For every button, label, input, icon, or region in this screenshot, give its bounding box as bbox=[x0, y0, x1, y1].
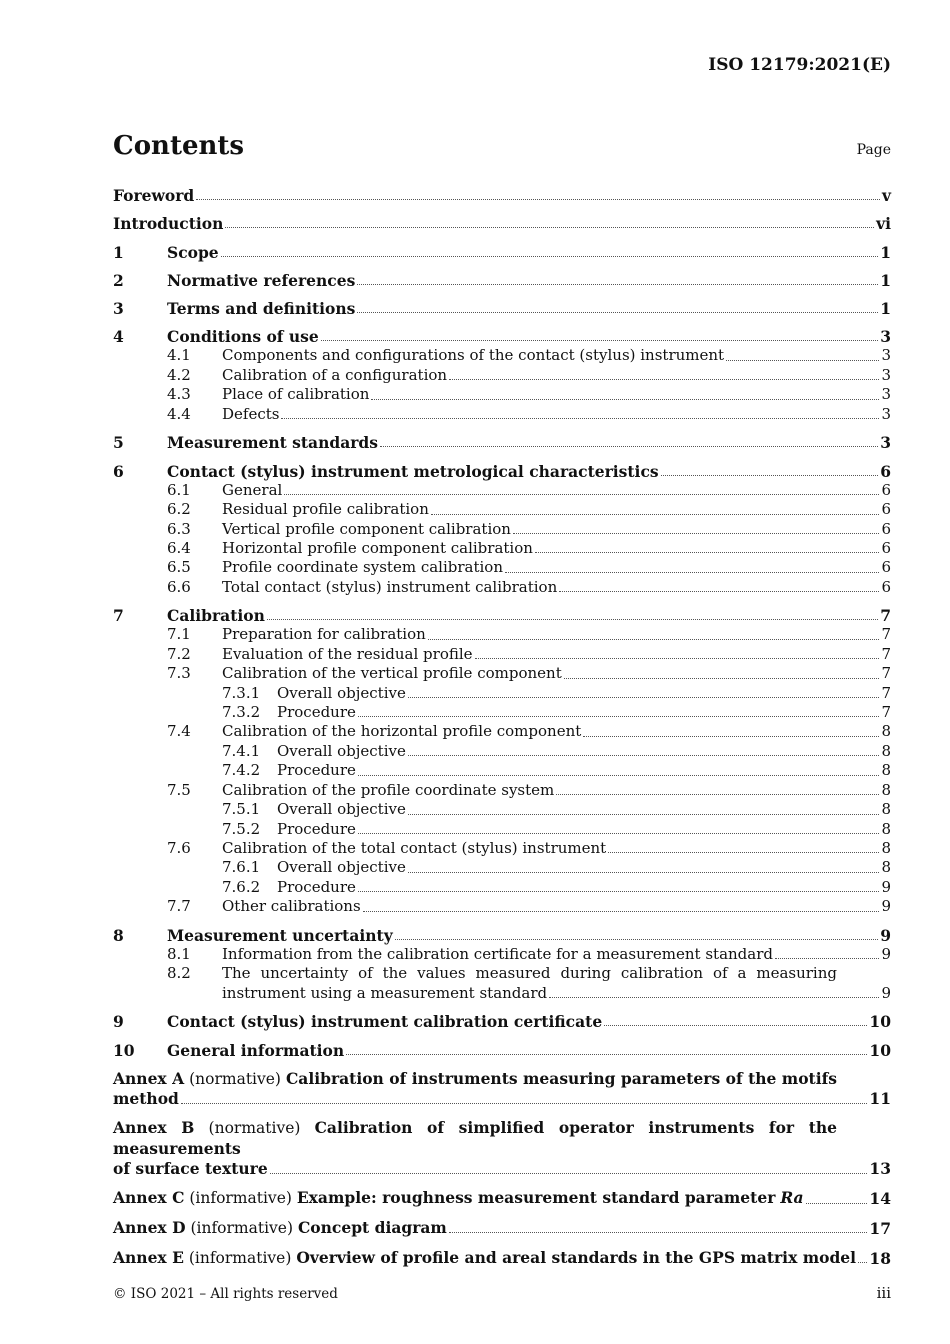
toc-entry-title: Terms and definitions bbox=[167, 299, 356, 319]
toc-entry-page: v bbox=[881, 186, 891, 205]
toc-entry-title: Vertical profile component calibration bbox=[222, 519, 511, 538]
toc-entry-number: 7.6.1 bbox=[222, 858, 261, 877]
toc-entry-number: 4.4 bbox=[167, 404, 191, 423]
toc-entry[interactable] bbox=[113, 558, 891, 577]
toc-entry-page: 6 bbox=[881, 480, 891, 499]
leader-dots bbox=[475, 658, 880, 659]
toc-entry[interactable] bbox=[113, 820, 891, 839]
annex-title-cont: method bbox=[113, 1089, 179, 1109]
annex-kind: (informative) bbox=[190, 1218, 294, 1237]
toc-entry[interactable] bbox=[113, 945, 891, 964]
toc-entry-page: 8 bbox=[881, 780, 891, 799]
toc-entry-title: Procedure bbox=[277, 703, 356, 722]
toc-entry-number: 1 bbox=[113, 242, 124, 262]
toc-entry-number: 7.4.2 bbox=[222, 761, 261, 780]
annex-page: 14 bbox=[869, 1189, 891, 1209]
toc-entry-number: 9 bbox=[113, 1012, 124, 1032]
toc-entry-number: 6.5 bbox=[167, 558, 191, 577]
toc-entry-page: 3 bbox=[880, 433, 891, 453]
toc-entry-number: 7.3 bbox=[167, 664, 191, 683]
toc-entry-title: Preparation for calibration bbox=[222, 625, 426, 644]
toc-entry[interactable] bbox=[113, 664, 891, 683]
toc-entry-number: 7 bbox=[113, 606, 124, 626]
toc-entry-page: 10 bbox=[869, 1040, 891, 1060]
leader-dots bbox=[357, 312, 878, 313]
leader-dots bbox=[358, 716, 880, 717]
toc-entry-title: Normative references bbox=[167, 270, 356, 290]
leader-dots bbox=[449, 1232, 868, 1233]
leader-dots bbox=[281, 418, 879, 419]
leader-dots bbox=[535, 552, 880, 553]
annex-kind: (informative) bbox=[189, 1189, 292, 1208]
toc-entry-title: Measurement standards bbox=[167, 433, 378, 453]
leader-dots bbox=[775, 958, 879, 959]
annex-page: 11 bbox=[869, 1089, 891, 1109]
toc-entry-number: 4 bbox=[113, 327, 124, 347]
toc-entry[interactable] bbox=[113, 520, 891, 539]
toc-entry[interactable] bbox=[113, 346, 891, 365]
toc-entry-page: 1 bbox=[880, 270, 891, 290]
leader-dots bbox=[358, 775, 880, 776]
leader-dots bbox=[267, 619, 878, 620]
toc-entry-body bbox=[222, 964, 891, 1003]
toc-entry-title: The uncertainty of the values measured during calibration of a measuring bbox=[222, 964, 837, 983]
leader-dots bbox=[321, 340, 878, 341]
toc-entry-title: Profile coordinate system calibration bbox=[222, 558, 503, 577]
toc-entry-title: Calibration bbox=[167, 606, 265, 626]
toc-entry-page: 8 bbox=[881, 800, 891, 819]
toc-entry-number: 8.2 bbox=[167, 964, 191, 983]
annex-label: Annex C bbox=[113, 1188, 185, 1208]
toc-entry-title: Contact (stylus) instrument metrological characteristics bbox=[167, 461, 659, 481]
toc-entry-number: 7.3.1 bbox=[222, 683, 261, 702]
annex-title-line2 bbox=[113, 1159, 891, 1179]
annex-line bbox=[113, 1188, 891, 1209]
toc-entry-page: 6 bbox=[880, 461, 891, 481]
toc-entry[interactable] bbox=[113, 299, 891, 318]
leader-dots bbox=[726, 360, 879, 361]
toc-entry-title: Horizontal profile component calibration bbox=[222, 538, 533, 557]
contents-title: Contents bbox=[113, 131, 245, 161]
toc-entry-page: 3 bbox=[881, 404, 891, 423]
toc-entry[interactable] bbox=[113, 500, 891, 519]
toc-entry-number: 7.5.2 bbox=[222, 819, 261, 838]
toc-entry-number: 4.2 bbox=[167, 365, 191, 384]
toc-entry-number: 6.1 bbox=[167, 480, 191, 499]
toc-entry[interactable] bbox=[113, 703, 891, 722]
toc-entry-number: 7.5 bbox=[167, 780, 191, 799]
leader-dots bbox=[363, 911, 880, 912]
leader-dots bbox=[505, 572, 879, 573]
annex-text bbox=[113, 1188, 804, 1209]
toc-entry-page: 3 bbox=[881, 346, 891, 365]
toc-entry-number: 7.7 bbox=[167, 897, 191, 916]
leader-dots bbox=[431, 514, 880, 515]
toc-entry-title: Overall objective bbox=[277, 800, 406, 819]
leader-dots bbox=[357, 284, 878, 285]
toc-entry-page: 1 bbox=[880, 242, 891, 262]
leader-dots bbox=[358, 833, 880, 834]
toc-entry-number: 6.4 bbox=[167, 538, 191, 557]
toc-entry-page: vi bbox=[876, 214, 891, 234]
toc-entry-title: Foreword bbox=[113, 186, 195, 205]
annex-line bbox=[113, 1248, 891, 1269]
annex-kind: (normative) bbox=[189, 1069, 281, 1088]
annex-entry[interactable] bbox=[113, 1248, 891, 1269]
annex-title: Calibration of simplified operator instruments for the measurements bbox=[113, 1118, 837, 1158]
toc-entry-number: 7.5.1 bbox=[222, 800, 261, 819]
toc-entry-page: 7 bbox=[881, 664, 891, 683]
toc-entry-page: 6 bbox=[881, 500, 891, 519]
toc-entry[interactable] bbox=[113, 186, 891, 205]
leader-dots bbox=[583, 736, 879, 737]
toc-entry-number: 5 bbox=[113, 433, 124, 453]
toc-entry-number: 4.3 bbox=[167, 385, 191, 404]
toc-entry-page: 6 bbox=[881, 577, 891, 596]
toc-entry-page: 9 bbox=[881, 983, 891, 1002]
leader-dots bbox=[408, 872, 880, 873]
toc-entry-page: 6 bbox=[881, 558, 891, 577]
toc-entry-number: 3 bbox=[113, 299, 124, 319]
toc-entry[interactable] bbox=[113, 761, 891, 780]
toc-entry-page: 7 bbox=[881, 683, 891, 702]
toc-entry-page: 10 bbox=[869, 1012, 891, 1032]
toc-entry[interactable] bbox=[113, 385, 891, 404]
toc-entry[interactable] bbox=[113, 800, 891, 819]
leader-dots bbox=[346, 1054, 867, 1055]
annex-page: 13 bbox=[869, 1159, 891, 1179]
toc-entry-number: 7.2 bbox=[167, 644, 191, 663]
toc-entry-title: Calibration of the total contact (stylus) instrument bbox=[222, 838, 607, 857]
toc-entry-title: General bbox=[222, 480, 283, 499]
toc-entry[interactable] bbox=[113, 722, 891, 741]
toc-entry[interactable] bbox=[113, 1012, 891, 1031]
toc-entry-number: 10 bbox=[113, 1040, 135, 1060]
leader-dots bbox=[513, 533, 880, 534]
annex-entry[interactable] bbox=[113, 1188, 891, 1209]
leader-dots bbox=[661, 475, 879, 476]
toc-entry[interactable] bbox=[113, 462, 891, 481]
annex-title: Example: roughness measurement standard parameter bbox=[296, 1188, 776, 1208]
toc-entry-title: Measurement uncertainty bbox=[167, 925, 393, 945]
leader-dots bbox=[408, 814, 880, 815]
leader-dots bbox=[284, 494, 879, 495]
toc-entry-page: 8 bbox=[881, 761, 891, 780]
toc-entry[interactable] bbox=[113, 481, 891, 500]
leader-dots bbox=[270, 1173, 868, 1174]
toc-entry-number: 7.4 bbox=[167, 722, 191, 741]
toc-entry-title: Residual profile calibration bbox=[222, 500, 429, 519]
toc-entry-title: Procedure bbox=[277, 877, 356, 896]
annex-entry[interactable] bbox=[113, 1069, 891, 1109]
toc-entry[interactable] bbox=[113, 433, 891, 452]
page-number: iii bbox=[876, 1284, 891, 1302]
toc-entry-page: 8 bbox=[881, 858, 891, 877]
document-id: ISO 12179:2021(E) bbox=[708, 55, 891, 75]
toc-entry-page: 8 bbox=[881, 722, 891, 741]
leader-dots bbox=[225, 227, 874, 228]
leader-dots bbox=[549, 997, 879, 998]
toc-entry-page: 9 bbox=[880, 925, 891, 945]
toc-entry-title: Information from the calibration certificate for a measurement standard bbox=[222, 944, 773, 963]
toc-entry-page: 9 bbox=[881, 897, 891, 916]
toc-entry-title: Overall objective bbox=[277, 683, 406, 702]
toc-entry-page: 8 bbox=[881, 838, 891, 857]
copyright-notice: © ISO 2021 – All rights reserved bbox=[113, 1286, 338, 1302]
leader-dots bbox=[608, 852, 879, 853]
leader-dots bbox=[564, 678, 880, 679]
toc-entry-page: 6 bbox=[881, 538, 891, 557]
toc-entry-number: 6.2 bbox=[167, 500, 191, 519]
annex-page: 17 bbox=[869, 1218, 891, 1238]
toc-entry-title: Calibration of a configuration bbox=[222, 365, 448, 384]
toc-entry-page: 3 bbox=[881, 365, 891, 384]
toc-entry-title: Total contact (stylus) instrument calibration bbox=[222, 577, 558, 596]
toc-entry[interactable] bbox=[113, 405, 891, 424]
toc-entry-title: Procedure bbox=[277, 819, 356, 838]
toc-entry[interactable] bbox=[113, 327, 891, 346]
toc-entry-number: 7.6 bbox=[167, 838, 191, 857]
toc-entry[interactable] bbox=[113, 839, 891, 858]
toc-entry-number: 7.3.2 bbox=[222, 703, 261, 722]
toc-entry-title: Conditions of use bbox=[167, 327, 319, 347]
toc-entry[interactable] bbox=[113, 878, 891, 897]
toc-entry[interactable] bbox=[113, 645, 891, 664]
leader-dots bbox=[380, 446, 878, 447]
leader-dots bbox=[408, 697, 880, 698]
toc-entry-line2 bbox=[222, 984, 891, 1003]
leader-dots bbox=[428, 639, 880, 640]
toc-entry-title: Evaluation of the residual profile bbox=[222, 644, 473, 663]
leader-dots bbox=[395, 939, 878, 940]
toc-entry[interactable] bbox=[113, 606, 891, 625]
annex-line bbox=[113, 1218, 891, 1239]
toc-entry[interactable] bbox=[113, 926, 891, 945]
annex-label: Annex E bbox=[113, 1247, 184, 1267]
leader-dots bbox=[221, 256, 879, 257]
leader-dots bbox=[449, 379, 879, 380]
leader-dots bbox=[358, 891, 880, 892]
toc-entry-number: 6 bbox=[113, 461, 124, 481]
toc-entry-page: 7 bbox=[881, 625, 891, 644]
toc-entry-title: Calibration of the vertical profile component bbox=[222, 664, 562, 683]
toc-entry-number: 6.3 bbox=[167, 519, 191, 538]
toc-entry-page: 8 bbox=[881, 819, 891, 838]
leader-dots bbox=[806, 1203, 868, 1204]
toc-entry-title-cont: instrument using a measurement standard bbox=[222, 983, 548, 1002]
leader-dots bbox=[556, 794, 879, 795]
annex-kind: (informative) bbox=[188, 1248, 292, 1267]
toc-entry-page: 6 bbox=[881, 519, 891, 538]
toc-entry-page: 9 bbox=[881, 877, 891, 896]
leader-dots bbox=[604, 1025, 867, 1026]
toc-entry-number: 2 bbox=[113, 270, 124, 290]
annex-entry[interactable] bbox=[113, 1118, 891, 1179]
annex-page: 18 bbox=[869, 1248, 891, 1268]
toc-entry-number: 6.6 bbox=[167, 577, 191, 596]
toc-entry-page: 7 bbox=[881, 703, 891, 722]
annex-text bbox=[113, 1248, 856, 1269]
toc-entry[interactable] bbox=[113, 214, 891, 233]
annex-label: Annex A bbox=[113, 1068, 185, 1088]
toc-entry[interactable] bbox=[113, 742, 891, 761]
toc-entry[interactable] bbox=[113, 625, 891, 644]
toc-entry-title: Components and configurations of the contact (stylus) instrument bbox=[222, 346, 725, 365]
toc-entry[interactable] bbox=[113, 366, 891, 385]
toc-entry-number: 8 bbox=[113, 925, 124, 945]
toc-entry-title: Introduction bbox=[113, 214, 224, 234]
toc-entry-page: 7 bbox=[880, 606, 891, 626]
toc-entry[interactable] bbox=[113, 1041, 891, 1060]
toc-entry-page: 7 bbox=[881, 644, 891, 663]
leader-dots bbox=[196, 199, 880, 200]
toc-entry[interactable] bbox=[113, 897, 891, 916]
annex-kind: (normative) bbox=[208, 1119, 301, 1138]
annex-title-cont: of surface texture bbox=[113, 1159, 268, 1179]
toc-entry-number: 8.1 bbox=[167, 944, 191, 963]
annex-title-line1 bbox=[113, 1069, 837, 1090]
annex-entry[interactable] bbox=[113, 1218, 891, 1239]
annex-title: Overview of profile and areal standards in the GPS matrix model bbox=[296, 1247, 857, 1267]
annex-title-line1 bbox=[113, 1118, 837, 1159]
annex-title: Concept diagram bbox=[297, 1217, 447, 1237]
toc-entry-title: Other calibrations bbox=[222, 897, 361, 916]
annex-label: Annex B bbox=[113, 1118, 195, 1138]
toc-entry-page: 1 bbox=[880, 299, 891, 319]
toc-entry[interactable] bbox=[113, 781, 891, 800]
annex-title-italic: Ra bbox=[780, 1188, 804, 1208]
annex-title: Calibration of instruments measuring parameters of the motifs bbox=[285, 1068, 837, 1088]
toc-entry-title: Overall objective bbox=[277, 858, 406, 877]
toc-entry-title: Calibration of the horizontal profile component bbox=[222, 722, 582, 741]
toc-entry-number: 4.1 bbox=[167, 346, 191, 365]
leader-dots bbox=[559, 591, 879, 592]
toc-entry-number: 7.6.2 bbox=[222, 877, 261, 896]
toc-entry-number: 7.1 bbox=[167, 625, 191, 644]
annex-text bbox=[113, 1218, 447, 1239]
leader-dots bbox=[858, 1262, 867, 1263]
toc-entry-title: Overall objective bbox=[277, 741, 406, 760]
annex-label: Annex D bbox=[113, 1217, 186, 1237]
leader-dots bbox=[181, 1103, 868, 1104]
toc-entry-page: 9 bbox=[881, 944, 891, 963]
toc-entry-title: Contact (stylus) instrument calibration certificate bbox=[167, 1012, 603, 1032]
annex-title-line2 bbox=[113, 1089, 891, 1109]
toc-entry-page: 8 bbox=[881, 741, 891, 760]
toc-entry-page: 3 bbox=[880, 327, 891, 347]
toc-entry-page: 3 bbox=[881, 385, 891, 404]
leader-dots bbox=[408, 755, 880, 756]
toc-entry-number: 7.4.1 bbox=[222, 741, 261, 760]
toc-entry-title: Procedure bbox=[277, 761, 356, 780]
toc-entry[interactable] bbox=[113, 539, 891, 558]
toc-entry-title: General information bbox=[167, 1040, 345, 1060]
toc-entry-title: Scope bbox=[167, 242, 219, 262]
toc-entry-title: Calibration of the profile coordinate system bbox=[222, 780, 555, 799]
page-column-label: Page bbox=[856, 142, 891, 158]
toc-entry[interactable] bbox=[113, 684, 891, 703]
toc-entry[interactable] bbox=[113, 964, 891, 1003]
toc-entry[interactable] bbox=[113, 578, 891, 597]
toc-entry[interactable] bbox=[113, 271, 891, 290]
toc-entry[interactable] bbox=[113, 243, 891, 262]
toc-entry[interactable] bbox=[113, 858, 891, 877]
toc-entry-title: Place of calibration bbox=[222, 385, 370, 404]
table-of-contents bbox=[113, 186, 891, 1268]
toc-entry-title: Defects bbox=[222, 404, 280, 423]
leader-dots bbox=[371, 399, 879, 400]
